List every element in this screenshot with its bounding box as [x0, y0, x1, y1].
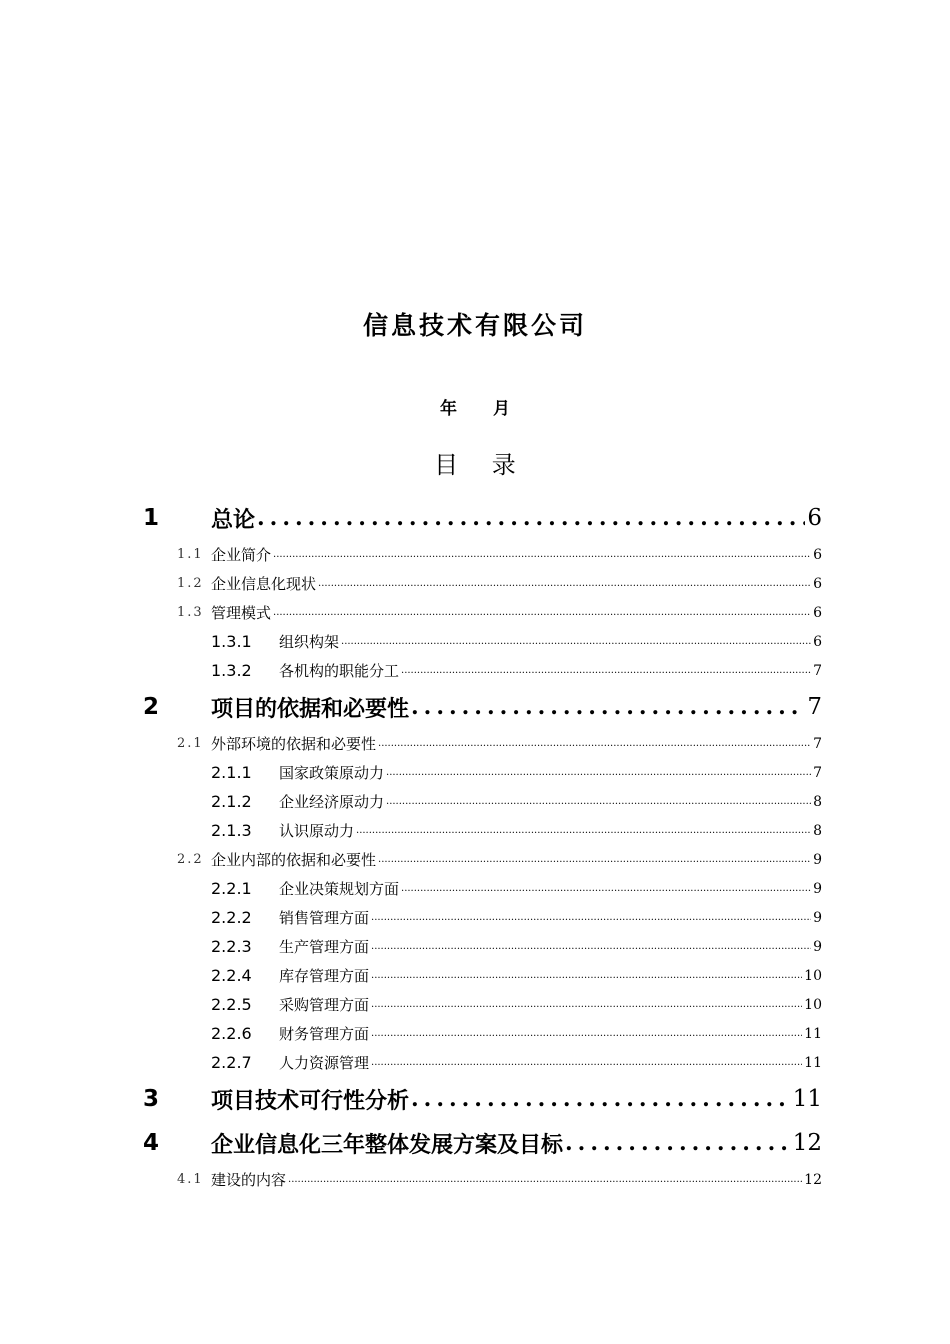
toc-entry-title: 各机构的职能分工 [279, 662, 400, 680]
toc-entry-page: 7 [813, 764, 822, 781]
toc-entry-page: 6 [813, 633, 822, 650]
toc-dot-leader [401, 665, 811, 676]
toc-dot-leader [378, 854, 811, 865]
toc-entry-title: 认识原动力 [279, 822, 355, 840]
toc-entry-page: 10 [804, 996, 822, 1013]
document-date: 年 月 [440, 399, 510, 419]
toc-entry-page: 11 [804, 1025, 822, 1042]
toc-entry-page: 8 [813, 793, 822, 810]
toc-entry-title: 企业信息化三年整体发展方案及目标 [211, 1132, 564, 1158]
toc-entry-page: 6 [813, 604, 822, 621]
toc-entry-page: 6 [807, 505, 822, 531]
toc-entry-number: 2.2.7 [211, 1053, 252, 1072]
toc-dot-leader [341, 636, 811, 647]
toc-entry-page: 12 [804, 1171, 822, 1188]
toc-entry-number: 2.1.3 [211, 821, 252, 840]
toc-entry-title: 生产管理方面 [279, 938, 370, 956]
toc-dot-leader [411, 694, 805, 720]
toc-dot-leader [386, 796, 811, 807]
toc-entry-number: 2 [143, 694, 160, 720]
toc-entry-title: 采购管理方面 [279, 996, 370, 1014]
toc-entry[interactable] [143, 1121, 822, 1165]
toc-heading: 目 录 [434, 451, 516, 479]
toc-entry-title: 财务管理方面 [279, 1025, 370, 1043]
toc-entry-title: 企业信息化现状 [211, 575, 317, 593]
toc-entry-number: 2.1 [177, 736, 204, 751]
toc-dot-leader [371, 912, 811, 923]
toc-entry-number: 1 [143, 505, 160, 531]
toc-entry-title: 国家政策原动力 [279, 764, 385, 782]
toc-dot-leader [257, 505, 805, 531]
toc-entry[interactable] [143, 656, 822, 685]
toc-dot-leader [371, 1028, 802, 1039]
toc-entry-title: 企业简介 [211, 546, 272, 564]
toc-entry-title: 管理模式 [211, 604, 272, 622]
toc-entry-number: 2.2.2 [211, 908, 252, 927]
toc-entry-number: 2.1.1 [211, 763, 252, 782]
toc-dot-leader [356, 825, 811, 836]
toc-dot-leader [411, 1086, 791, 1112]
toc-entry-title: 企业决策规划方面 [279, 880, 400, 898]
toc-entry[interactable] [143, 932, 822, 961]
toc-entry-title: 项目技术可行性分析 [211, 1088, 410, 1114]
toc-dot-leader [565, 1130, 791, 1156]
toc-entry[interactable] [143, 990, 822, 1019]
toc-dot-leader [318, 578, 811, 589]
toc-entry[interactable] [143, 1019, 822, 1048]
toc-entry-title: 项目的依据和必要性 [211, 696, 410, 722]
toc-entry-title: 总论 [211, 507, 256, 533]
toc-dot-leader [273, 607, 811, 618]
table-of-contents [143, 496, 822, 1194]
toc-entry-page: 11 [792, 1086, 822, 1112]
toc-entry-title: 销售管理方面 [279, 909, 370, 927]
toc-entry[interactable] [143, 598, 822, 627]
toc-entry-number: 2.2 [177, 852, 204, 867]
toc-entry[interactable] [143, 569, 822, 598]
toc-entry-title: 外部环境的依据和必要性 [211, 735, 377, 753]
toc-entry-number: 1.3.1 [211, 632, 252, 651]
toc-entry-page: 9 [813, 938, 822, 955]
toc-entry-page: 6 [813, 575, 822, 592]
toc-entry-page: 8 [813, 822, 822, 839]
toc-entry-number: 1.1 [177, 547, 204, 562]
toc-entry-number: 2.2.3 [211, 937, 252, 956]
toc-entry[interactable] [143, 816, 822, 845]
toc-entry-title: 库存管理方面 [279, 967, 370, 985]
toc-entry-number: 2.2.1 [211, 879, 252, 898]
toc-entry-number: 4.1 [177, 1172, 204, 1187]
toc-entry-title: 企业经济原动力 [279, 793, 385, 811]
company-name: 信息技术有限公司 [362, 311, 587, 340]
toc-entry-page: 9 [813, 880, 822, 897]
toc-entry[interactable] [143, 874, 822, 903]
toc-dot-leader [273, 549, 811, 560]
toc-entry[interactable] [143, 496, 822, 540]
toc-entry-number: 4 [143, 1130, 160, 1156]
toc-entry[interactable] [143, 845, 822, 874]
toc-entry[interactable] [143, 787, 822, 816]
toc-entry[interactable] [143, 540, 822, 569]
toc-entry-number: 2.1.2 [211, 792, 252, 811]
toc-entry[interactable] [143, 1077, 822, 1121]
toc-entry[interactable] [143, 729, 822, 758]
toc-entry[interactable] [143, 758, 822, 787]
toc-entry-number: 1.3.2 [211, 661, 252, 680]
toc-dot-leader [371, 941, 811, 952]
toc-entry[interactable] [143, 961, 822, 990]
toc-entry[interactable] [143, 627, 822, 656]
toc-dot-leader [386, 767, 811, 778]
toc-entry-title: 企业内部的依据和必要性 [211, 851, 377, 869]
toc-entry-number: 1.3 [177, 605, 204, 620]
toc-entry[interactable] [143, 1048, 822, 1077]
toc-entry[interactable] [143, 685, 822, 729]
toc-entry-page: 9 [813, 909, 822, 926]
toc-entry-number: 3 [143, 1086, 160, 1112]
toc-entry-page: 7 [813, 662, 822, 679]
toc-entry-page: 11 [804, 1054, 822, 1071]
toc-entry[interactable] [143, 903, 822, 932]
toc-entry-page: 10 [804, 967, 822, 984]
toc-dot-leader [371, 999, 802, 1010]
toc-entry-page: 7 [807, 694, 822, 720]
toc-dot-leader [288, 1174, 802, 1185]
toc-entry[interactable] [143, 1165, 822, 1194]
toc-entry-page: 6 [813, 546, 822, 563]
toc-dot-leader [401, 883, 811, 894]
toc-entry-number: 2.2.6 [211, 1024, 252, 1043]
toc-entry-title: 组织构架 [279, 633, 340, 651]
toc-entry-number: 2.2.5 [211, 995, 252, 1014]
toc-entry-number: 1.2 [177, 576, 204, 591]
toc-dot-leader [378, 738, 811, 749]
toc-entry-page: 12 [792, 1130, 822, 1156]
toc-dot-leader [371, 970, 802, 981]
toc-entry-title: 人力资源管理 [279, 1054, 370, 1072]
toc-entry-number: 2.2.4 [211, 966, 252, 985]
toc-dot-leader [371, 1057, 802, 1068]
toc-entry-page: 7 [813, 735, 822, 752]
toc-entry-title: 建设的内容 [211, 1171, 287, 1189]
toc-entry-page: 9 [813, 851, 822, 868]
